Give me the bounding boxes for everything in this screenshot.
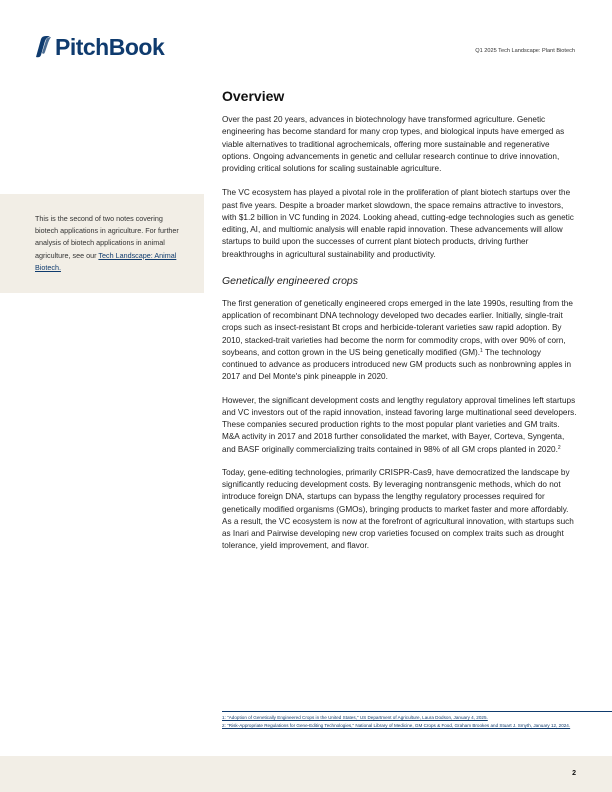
sidebar-note-text: This is the second of two notes covering biotech applications in agriculture. For further analysis of biotech applications in animal agriculture, see our xyxy=(35,214,179,260)
ge-paragraph-2-text: However, the significant development costs and lengthy regulatory approval timelines left startups and VC investors out of the rapid innovation, instead favoring large multinational seed developers. These companies secured production rights to the most popular plant varieties and GM traits. M&A activity in 2017 and 2018 further consolidated the market, with Bayer, Corteva, Syngenta, and BASF originally commercializing traits contained in 98% of all GM crops planted in 2020. xyxy=(222,395,577,454)
report-title: Q1 2025 Tech Landscape: Plant Biotech xyxy=(475,48,575,54)
footnote-ref-1[interactable]: 1 xyxy=(480,347,483,354)
ge-paragraph-1-text-a: The first generation of genetically engineered crops emerged in the late 1990s, resulting from the application of recombinant DNA technology developed two decades earlier. Initially, single-trait crops such as insect-resistant Bt crops and herbicide-tolerant varieties saw rapid adoption. By 2010, stacked-trait varieties had become the norm for commodity crops, with over 90% of corn, soybeans, and cotton grown in the US being genetically modified (GM). xyxy=(222,298,573,357)
overview-paragraph-2: The VC ecosystem has played a pivotal role in the proliferation of plant biotech startups over the past five years. Despite a broader market slowdown, the space remains attractive to investors, with $1.2 billion in VC funding in 2024. Looking ahead, cutting-edge technologies such as genetic editing, AI, and multiomic analysis will enable rapid innovation. These advancements will allow startups to build upon the successes of current plant biotech products, driving further breakthroughs in agricultural sustainability and productivity. xyxy=(222,188,574,259)
sidebar-callout xyxy=(0,194,204,293)
pitchbook-logo xyxy=(32,33,164,61)
overview-paragraph-1: Over the past 20 years, advances in biotechnology have transformed agriculture. Genetic engineering has become standard for many crop types, and biological inputs have emerged as viable alternatives to traditional agrochemicals, offering more sustainable and regenerative options. Ongoing advancements in genetic and cellular research continue to drive innovation, providing critical solutions for scaling sustainable agriculture. xyxy=(222,115,565,173)
page-title: Overview xyxy=(222,88,285,104)
page-number: 2 xyxy=(572,770,576,777)
footnote-2[interactable]: 2: "Risk-Appropriate Regulations for Gene-Editing Technologies," National Library of Medicine, GM Crops & Food, Graham Brookes and Stuart J. Smyth, January 12, 2024. xyxy=(222,723,571,728)
footnotes xyxy=(222,711,612,730)
logo-text: PitchBook xyxy=(55,33,165,60)
pitchbook-logo-icon xyxy=(32,35,52,59)
footnote-1[interactable]: 1: "Adoption of Genetically Engineered Crops in the United States," US Department of Agriculture, Laura Dodson, January 4, 2025. xyxy=(222,715,488,720)
sidebar-note xyxy=(35,213,185,274)
footer-band xyxy=(0,756,612,792)
main-content xyxy=(222,86,578,553)
section-title: Genetically engineered crops xyxy=(222,274,358,287)
ge-paragraph-2 xyxy=(222,395,578,456)
ge-paragraph-3: Today, gene-editing technologies, primarily CRISPR-Cas9, have democratized the landscape by significantly reducing development costs. By leveraging nontransgenic methods, which do not introduce foreign DNA, startups can bypass the lengthy regulatory processes required for genetically modified organisms (GMOs), bringing products to market faster and more affordably. As a result, the VC ecosystem is now at the forefront of agricultural innovation, with startups such as Inari and Pairwise developing new crop varieties focused on complex traits such as drought tolerance, yield improvement, and flavor. xyxy=(222,467,574,551)
animal-biotech-link[interactable]: Tech Landscape: Animal Biotech. xyxy=(35,250,177,272)
ge-paragraph-1 xyxy=(222,298,578,384)
footnote-ref-2[interactable]: 2 xyxy=(557,444,561,451)
ge-paragraph-1-text-b: The technology continued to advance as producers introduced new GM products such as nonbrowning apples in 2017 and Del Monte's pink pineapple in 2020. xyxy=(222,347,572,382)
